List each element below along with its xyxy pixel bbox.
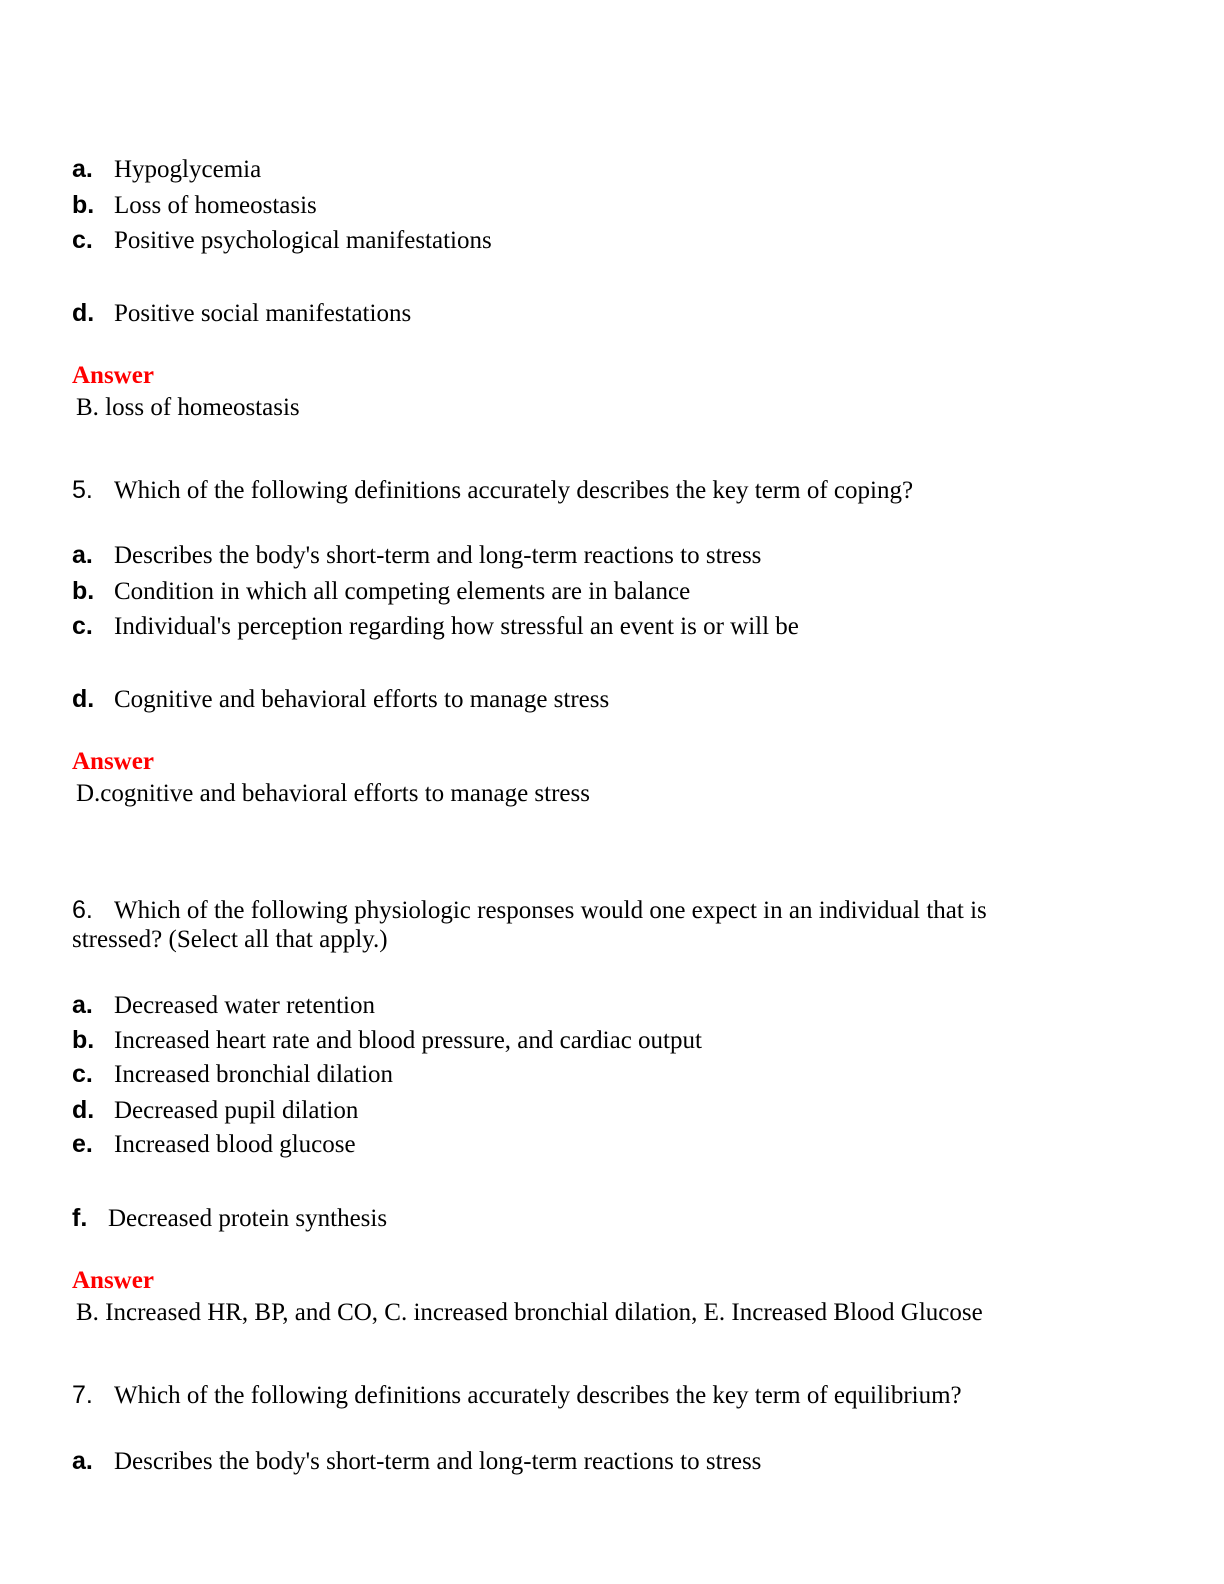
option-text: Describes the body's short-term and long-term reactions to stress <box>114 542 762 569</box>
option-letter: d. <box>72 685 95 713</box>
q5-option-a <box>72 540 761 571</box>
q4-option-a <box>72 154 261 185</box>
question-number: 5. <box>72 476 93 504</box>
q5-answer-label: Answer <box>72 748 154 775</box>
option-text: Increased blood glucose <box>114 1131 356 1158</box>
q6-option-e <box>72 1129 356 1160</box>
q4-option-c <box>72 225 492 256</box>
question-number: 6. <box>72 896 93 924</box>
q4-option-b <box>72 190 317 221</box>
option-text: Decreased pupil dilation <box>114 1097 359 1124</box>
q6-option-d <box>72 1095 358 1126</box>
option-letter: d. <box>72 1096 95 1124</box>
option-letter: b. <box>72 577 95 605</box>
q7-option-a <box>72 1446 761 1477</box>
option-text: Positive social manifestations <box>114 300 412 327</box>
option-text: Individual's perception regarding how stressful an event is or will be <box>114 613 799 640</box>
option-letter: a. <box>72 155 93 183</box>
option-text: Hypoglycemia <box>114 156 262 183</box>
q6-question-cont: stressed? (Select all that apply.) <box>72 926 388 953</box>
question-number: 7. <box>72 1381 93 1409</box>
option-text: Increased heart rate and blood pressure, and cardiac output <box>114 1027 702 1054</box>
option-text: Decreased protein synthesis <box>108 1205 388 1232</box>
q4-answer-text: B. loss of homeostasis <box>76 394 300 421</box>
option-letter: c. <box>72 226 93 254</box>
option-text: Condition in which all competing elements are in balance <box>114 578 691 605</box>
q5-option-c <box>72 611 799 642</box>
q6-answer-label: Answer <box>72 1267 154 1294</box>
q7-question <box>72 1380 962 1411</box>
q4-answer-label: Answer <box>72 362 154 389</box>
option-letter: f. <box>72 1204 88 1232</box>
q6-option-a <box>72 990 375 1021</box>
q5-question <box>72 475 913 506</box>
q5-answer-text: D.cognitive and behavioral efforts to manage stress <box>76 780 590 807</box>
option-text: Positive psychological manifestations <box>114 227 492 254</box>
option-letter: a. <box>72 1447 93 1475</box>
q5-option-d <box>72 684 609 715</box>
q5-option-b <box>72 576 690 607</box>
option-text: Increased bronchial dilation <box>114 1061 394 1088</box>
option-letter: c. <box>72 612 93 640</box>
option-text: Decreased water retention <box>114 992 375 1019</box>
option-letter: a. <box>72 541 93 569</box>
q4-option-d <box>72 298 411 329</box>
q6-answer-text: B. Increased HR, BP, and CO, C. increased bronchial dilation, E. Increased Blood Glucose <box>76 1299 983 1326</box>
option-letter: e. <box>72 1130 93 1158</box>
option-letter: a. <box>72 991 93 1019</box>
q6-question <box>72 895 987 926</box>
option-letter: b. <box>72 1026 95 1054</box>
option-text: Cognitive and behavioral efforts to manage stress <box>114 686 610 713</box>
question-text: Which of the following definitions accurately describes the key term of equilibrium? <box>114 1382 962 1409</box>
question-text: Which of the following definitions accurately describes the key term of coping? <box>114 477 914 504</box>
q6-option-b <box>72 1025 702 1056</box>
q6-option-f <box>72 1203 387 1234</box>
option-letter: c. <box>72 1060 93 1088</box>
option-text: Describes the body's short-term and long-term reactions to stress <box>114 1448 762 1475</box>
option-letter: d. <box>72 299 95 327</box>
option-letter: b. <box>72 191 95 219</box>
option-text: Loss of homeostasis <box>114 192 317 219</box>
question-text: Which of the following physiologic responses would one expect in an individual that is <box>114 897 987 924</box>
q6-option-c <box>72 1059 393 1090</box>
